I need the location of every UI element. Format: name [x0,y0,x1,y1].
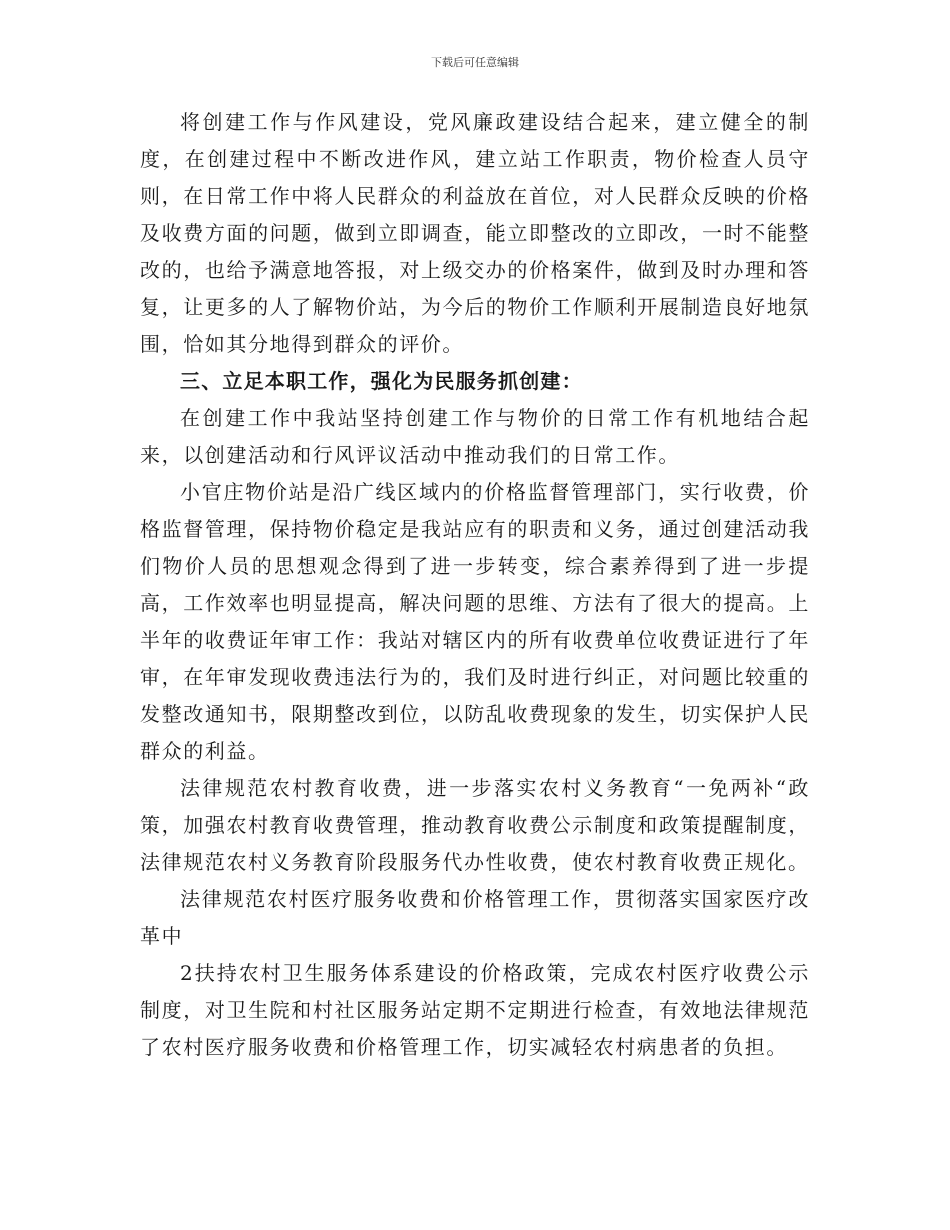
paragraph-6: 2扶持农村卫生服务体系建设的价格政策，完成农村医疗收费公示制度，对卫生院和村社区服务站定期不定期进行检查，有效地法律规范了农村医疗服务收费和价格管理工作，切实减轻农村病患者的负担。 [140,961,810,1059]
paragraph-2: 在创建工作中我站坚持创建工作与物价的日常工作有机地结合起来，以创建活动和行风评议活动中推动我们的日常工作。 [140,406,810,467]
paragraph-3: 小官庄物价站是沿广线区域内的价格监督管理部门，实行收费，价格监督管理，保持物价稳定是我站应有的职责和义务，通过创建活动我们物价人员的思想观念得到了进一步转变，综合素养得到了进一步提高，工作效率也明显提高，解决问题的思维、方法有了很大的提高。上半年的收费证年审工作：我站对辖区内的所有收费单位收费证进行了年审，在年审发现收费违法行为的，我们及时进行纠正，对问题比较重的发整改通知书，限期整改到位，以防乱收费现象的发生，切实保护人民群众的利益。 [140,480,810,763]
document-body [140,104,810,1066]
paragraph-5: 法律规范农村医疗服务收费和价格管理工作，贯彻落实国家医疗改革中 [140,887,810,948]
paragraph-4: 法律规范农村教育收费，进一步落实农村义务教育“一免两补“政策，加强农村教育收费管理，推动教育收费公示制度和政策提醒制度，法律规范农村义务教育阶段服务代办性收费，使农村教育收费正规化。 [140,776,810,874]
page-header: 下载后可任意编辑 [431,56,519,69]
section-heading-3: 三、立足本职工作，强化为民服务抓创建： [180,369,583,393]
paragraph-1: 将创建工作与作风建设，党风廉政建设结合起来，建立健全的制度，在创建过程中不断改进作风，建立站工作职责，物价检查人员守则，在日常工作中将人民群众的利益放在首位，对人民群众反映的价格及收费方面的问题，做到立即调查，能立即整改的立即改，一时不能整改的，也给予满意地答报，对上级交办的价格案件，做到及时办理和答复，让更多的人了解物价站，为今后的物价工作顺利开展制造良好地氛围，恰如其分地得到群众的评价。 [140,110,810,356]
